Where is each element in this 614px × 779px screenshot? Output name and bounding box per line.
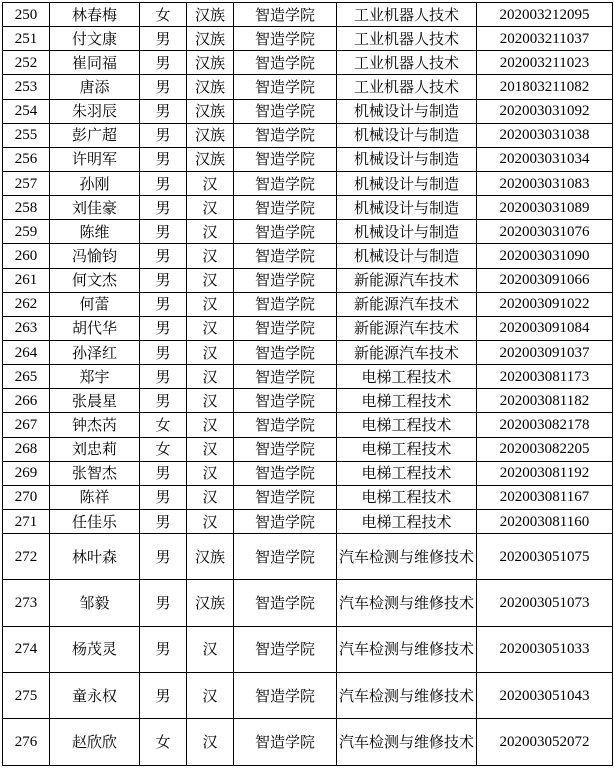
- table-row: [3, 99, 613, 123]
- name-cell: 赵欣欣: [50, 719, 140, 765]
- name-cell: 朱羽辰: [50, 99, 140, 123]
- name-cell: 任佳乐: [50, 509, 140, 533]
- ethnicity-cell: 汉: [187, 316, 234, 340]
- row-number-cell: 255: [3, 123, 50, 147]
- gender-cell: 男: [140, 316, 187, 340]
- major-cell: 汽车检测与维修技术: [337, 626, 477, 672]
- row-number-cell: 270: [3, 485, 50, 509]
- table-row: [3, 719, 613, 765]
- college-cell: 智造学院: [234, 340, 337, 364]
- name-cell: 胡代华: [50, 316, 140, 340]
- college-cell: 智造学院: [234, 123, 337, 147]
- college-cell: 智造学院: [234, 268, 337, 292]
- student-id-cell: 202003081160: [477, 509, 613, 533]
- name-cell: 冯愉钧: [50, 244, 140, 268]
- row-number-cell: 273: [3, 580, 50, 626]
- table-row: [3, 340, 613, 364]
- name-cell: 刘佳豪: [50, 196, 140, 220]
- name-cell: 林春梅: [50, 3, 140, 27]
- major-cell: 电梯工程技术: [337, 413, 477, 437]
- table-row: [3, 672, 613, 718]
- ethnicity-cell: 汉族: [187, 27, 234, 51]
- ethnicity-cell: 汉: [187, 268, 234, 292]
- row-number-cell: 250: [3, 3, 50, 27]
- table-row: [3, 51, 613, 75]
- gender-cell: 男: [140, 220, 187, 244]
- major-cell: 汽车检测与维修技术: [337, 534, 477, 580]
- gender-cell: 女: [140, 437, 187, 461]
- college-cell: 智造学院: [234, 196, 337, 220]
- gender-cell: 男: [140, 485, 187, 509]
- ethnicity-cell: 汉: [187, 244, 234, 268]
- name-cell: 彭广超: [50, 123, 140, 147]
- student-id-cell: 202003051033: [477, 626, 613, 672]
- college-cell: 智造学院: [234, 672, 337, 718]
- table-row: [3, 292, 613, 316]
- table-row: [3, 365, 613, 389]
- gender-cell: 男: [140, 461, 187, 485]
- student-id-cell: 202003091066: [477, 268, 613, 292]
- college-cell: 智造学院: [234, 316, 337, 340]
- student-id-cell: 202003031083: [477, 171, 613, 195]
- row-number-cell: 262: [3, 292, 50, 316]
- major-cell: 机械设计与制造: [337, 123, 477, 147]
- ethnicity-cell: 汉: [187, 719, 234, 765]
- ethnicity-cell: 汉: [187, 340, 234, 364]
- major-cell: 机械设计与制造: [337, 99, 477, 123]
- student-id-cell: 202003081182: [477, 389, 613, 413]
- ethnicity-cell: 汉族: [187, 580, 234, 626]
- gender-cell: 男: [140, 292, 187, 316]
- college-cell: 智造学院: [234, 413, 337, 437]
- college-cell: 智造学院: [234, 437, 337, 461]
- ethnicity-cell: 汉族: [187, 75, 234, 99]
- name-cell: 孙泽红: [50, 340, 140, 364]
- student-id-cell: 202003081192: [477, 461, 613, 485]
- major-cell: 工业机器人技术: [337, 27, 477, 51]
- college-cell: 智造学院: [234, 292, 337, 316]
- ethnicity-cell: 汉族: [187, 147, 234, 171]
- student-id-cell: 202003091022: [477, 292, 613, 316]
- row-number-cell: 269: [3, 461, 50, 485]
- row-number-cell: 276: [3, 719, 50, 765]
- gender-cell: 男: [140, 27, 187, 51]
- table-row: [3, 534, 613, 580]
- row-number-cell: 257: [3, 171, 50, 195]
- table-row: [3, 580, 613, 626]
- row-number-cell: 253: [3, 75, 50, 99]
- name-cell: 何文杰: [50, 268, 140, 292]
- table-row: [3, 268, 613, 292]
- row-number-cell: 258: [3, 196, 50, 220]
- row-number-cell: 267: [3, 413, 50, 437]
- gender-cell: 男: [140, 99, 187, 123]
- table-row: [3, 413, 613, 437]
- gender-cell: 男: [140, 626, 187, 672]
- college-cell: 智造学院: [234, 99, 337, 123]
- table-row: [3, 123, 613, 147]
- ethnicity-cell: 汉: [187, 365, 234, 389]
- ethnicity-cell: 汉族: [187, 3, 234, 27]
- college-cell: 智造学院: [234, 719, 337, 765]
- student-id-cell: 202003082178: [477, 413, 613, 437]
- student-id-cell: 202003091084: [477, 316, 613, 340]
- name-cell: 孙刚: [50, 171, 140, 195]
- ethnicity-cell: 汉: [187, 626, 234, 672]
- row-number-cell: 265: [3, 365, 50, 389]
- table-row: [3, 196, 613, 220]
- name-cell: 唐添: [50, 75, 140, 99]
- major-cell: 新能源汽车技术: [337, 268, 477, 292]
- major-cell: 机械设计与制造: [337, 196, 477, 220]
- college-cell: 智造学院: [234, 461, 337, 485]
- major-cell: 汽车检测与维修技术: [337, 580, 477, 626]
- college-cell: 智造学院: [234, 51, 337, 75]
- name-cell: 钟杰芮: [50, 413, 140, 437]
- gender-cell: 男: [140, 365, 187, 389]
- gender-cell: 男: [140, 389, 187, 413]
- name-cell: 陈祥: [50, 485, 140, 509]
- row-number-cell: 256: [3, 147, 50, 171]
- table-row: [3, 75, 613, 99]
- student-id-cell: 202003211023: [477, 51, 613, 75]
- ethnicity-cell: 汉族: [187, 534, 234, 580]
- name-cell: 邹毅: [50, 580, 140, 626]
- major-cell: 工业机器人技术: [337, 3, 477, 27]
- student-id-cell: 201803211082: [477, 75, 613, 99]
- college-cell: 智造学院: [234, 626, 337, 672]
- name-cell: 林叶森: [50, 534, 140, 580]
- major-cell: 汽车检测与维修技术: [337, 719, 477, 765]
- gender-cell: 男: [140, 51, 187, 75]
- row-number-cell: 266: [3, 389, 50, 413]
- row-number-cell: 254: [3, 99, 50, 123]
- ethnicity-cell: 汉: [187, 437, 234, 461]
- row-number-cell: 272: [3, 534, 50, 580]
- table-row: [3, 461, 613, 485]
- row-number-cell: 268: [3, 437, 50, 461]
- college-cell: 智造学院: [234, 534, 337, 580]
- ethnicity-cell: 汉: [187, 509, 234, 533]
- college-cell: 智造学院: [234, 580, 337, 626]
- major-cell: 新能源汽车技术: [337, 340, 477, 364]
- name-cell: 刘忠莉: [50, 437, 140, 461]
- major-cell: 电梯工程技术: [337, 461, 477, 485]
- student-id-cell: 202003211037: [477, 27, 613, 51]
- student-id-cell: 202003031092: [477, 99, 613, 123]
- name-cell: 张晨星: [50, 389, 140, 413]
- college-cell: 智造学院: [234, 171, 337, 195]
- row-number-cell: 251: [3, 27, 50, 51]
- student-id-cell: 202003051043: [477, 672, 613, 718]
- college-cell: 智造学院: [234, 147, 337, 171]
- major-cell: 新能源汽车技术: [337, 316, 477, 340]
- student-id-cell: 202003081173: [477, 365, 613, 389]
- ethnicity-cell: 汉族: [187, 123, 234, 147]
- major-cell: 汽车检测与维修技术: [337, 672, 477, 718]
- gender-cell: 男: [140, 171, 187, 195]
- ethnicity-cell: 汉: [187, 196, 234, 220]
- major-cell: 工业机器人技术: [337, 75, 477, 99]
- gender-cell: 男: [140, 123, 187, 147]
- name-cell: 许明军: [50, 147, 140, 171]
- major-cell: 电梯工程技术: [337, 389, 477, 413]
- row-number-cell: 259: [3, 220, 50, 244]
- name-cell: 杨茂灵: [50, 626, 140, 672]
- ethnicity-cell: 汉族: [187, 99, 234, 123]
- row-number-cell: 264: [3, 340, 50, 364]
- major-cell: 机械设计与制造: [337, 171, 477, 195]
- roster-body: [3, 3, 613, 766]
- gender-cell: 男: [140, 196, 187, 220]
- gender-cell: 男: [140, 340, 187, 364]
- name-cell: 童永权: [50, 672, 140, 718]
- table-row: [3, 437, 613, 461]
- table-row: [3, 509, 613, 533]
- student-id-cell: 202003081167: [477, 485, 613, 509]
- name-cell: 郑宇: [50, 365, 140, 389]
- gender-cell: 男: [140, 75, 187, 99]
- ethnicity-cell: 汉: [187, 389, 234, 413]
- row-number-cell: 260: [3, 244, 50, 268]
- gender-cell: 男: [140, 268, 187, 292]
- college-cell: 智造学院: [234, 389, 337, 413]
- student-id-cell: 202003051073: [477, 580, 613, 626]
- row-number-cell: 275: [3, 672, 50, 718]
- student-roster-table: [2, 2, 613, 766]
- name-cell: 何蕾: [50, 292, 140, 316]
- name-cell: 崔同福: [50, 51, 140, 75]
- student-id-cell: 202003082205: [477, 437, 613, 461]
- gender-cell: 男: [140, 509, 187, 533]
- gender-cell: 男: [140, 147, 187, 171]
- table-row: [3, 171, 613, 195]
- table-row: [3, 147, 613, 171]
- college-cell: 智造学院: [234, 220, 337, 244]
- major-cell: 电梯工程技术: [337, 365, 477, 389]
- major-cell: 电梯工程技术: [337, 485, 477, 509]
- row-number-cell: 261: [3, 268, 50, 292]
- ethnicity-cell: 汉: [187, 171, 234, 195]
- college-cell: 智造学院: [234, 485, 337, 509]
- student-id-cell: 202003031038: [477, 123, 613, 147]
- gender-cell: 女: [140, 3, 187, 27]
- name-cell: 付文康: [50, 27, 140, 51]
- major-cell: 工业机器人技术: [337, 51, 477, 75]
- major-cell: 新能源汽车技术: [337, 292, 477, 316]
- gender-cell: 男: [140, 534, 187, 580]
- ethnicity-cell: 汉: [187, 672, 234, 718]
- ethnicity-cell: 汉: [187, 292, 234, 316]
- table-row: [3, 3, 613, 27]
- student-id-cell: 202003031076: [477, 220, 613, 244]
- ethnicity-cell: 汉: [187, 461, 234, 485]
- row-number-cell: 271: [3, 509, 50, 533]
- gender-cell: 女: [140, 719, 187, 765]
- table-row: [3, 220, 613, 244]
- student-id-cell: 202003052072: [477, 719, 613, 765]
- college-cell: 智造学院: [234, 244, 337, 268]
- table-row: [3, 27, 613, 51]
- row-number-cell: 274: [3, 626, 50, 672]
- table-row: [3, 389, 613, 413]
- college-cell: 智造学院: [234, 365, 337, 389]
- name-cell: 陈维: [50, 220, 140, 244]
- major-cell: 电梯工程技术: [337, 509, 477, 533]
- table-row: [3, 316, 613, 340]
- ethnicity-cell: 汉族: [187, 51, 234, 75]
- student-id-cell: 202003051075: [477, 534, 613, 580]
- gender-cell: 男: [140, 244, 187, 268]
- college-cell: 智造学院: [234, 75, 337, 99]
- student-id-cell: 202003091037: [477, 340, 613, 364]
- table-row: [3, 626, 613, 672]
- name-cell: 张智杰: [50, 461, 140, 485]
- student-id-cell: 202003031090: [477, 244, 613, 268]
- student-id-cell: 202003031034: [477, 147, 613, 171]
- major-cell: 机械设计与制造: [337, 147, 477, 171]
- major-cell: 电梯工程技术: [337, 437, 477, 461]
- college-cell: 智造学院: [234, 3, 337, 27]
- table-row: [3, 485, 613, 509]
- ethnicity-cell: 汉: [187, 220, 234, 244]
- college-cell: 智造学院: [234, 27, 337, 51]
- major-cell: 机械设计与制造: [337, 220, 477, 244]
- ethnicity-cell: 汉: [187, 413, 234, 437]
- student-id-cell: 202003031089: [477, 196, 613, 220]
- student-id-cell: 202003212095: [477, 3, 613, 27]
- college-cell: 智造学院: [234, 509, 337, 533]
- table-row: [3, 244, 613, 268]
- ethnicity-cell: 汉: [187, 485, 234, 509]
- major-cell: 机械设计与制造: [337, 244, 477, 268]
- row-number-cell: 263: [3, 316, 50, 340]
- gender-cell: 男: [140, 672, 187, 718]
- gender-cell: 女: [140, 413, 187, 437]
- row-number-cell: 252: [3, 51, 50, 75]
- gender-cell: 男: [140, 580, 187, 626]
